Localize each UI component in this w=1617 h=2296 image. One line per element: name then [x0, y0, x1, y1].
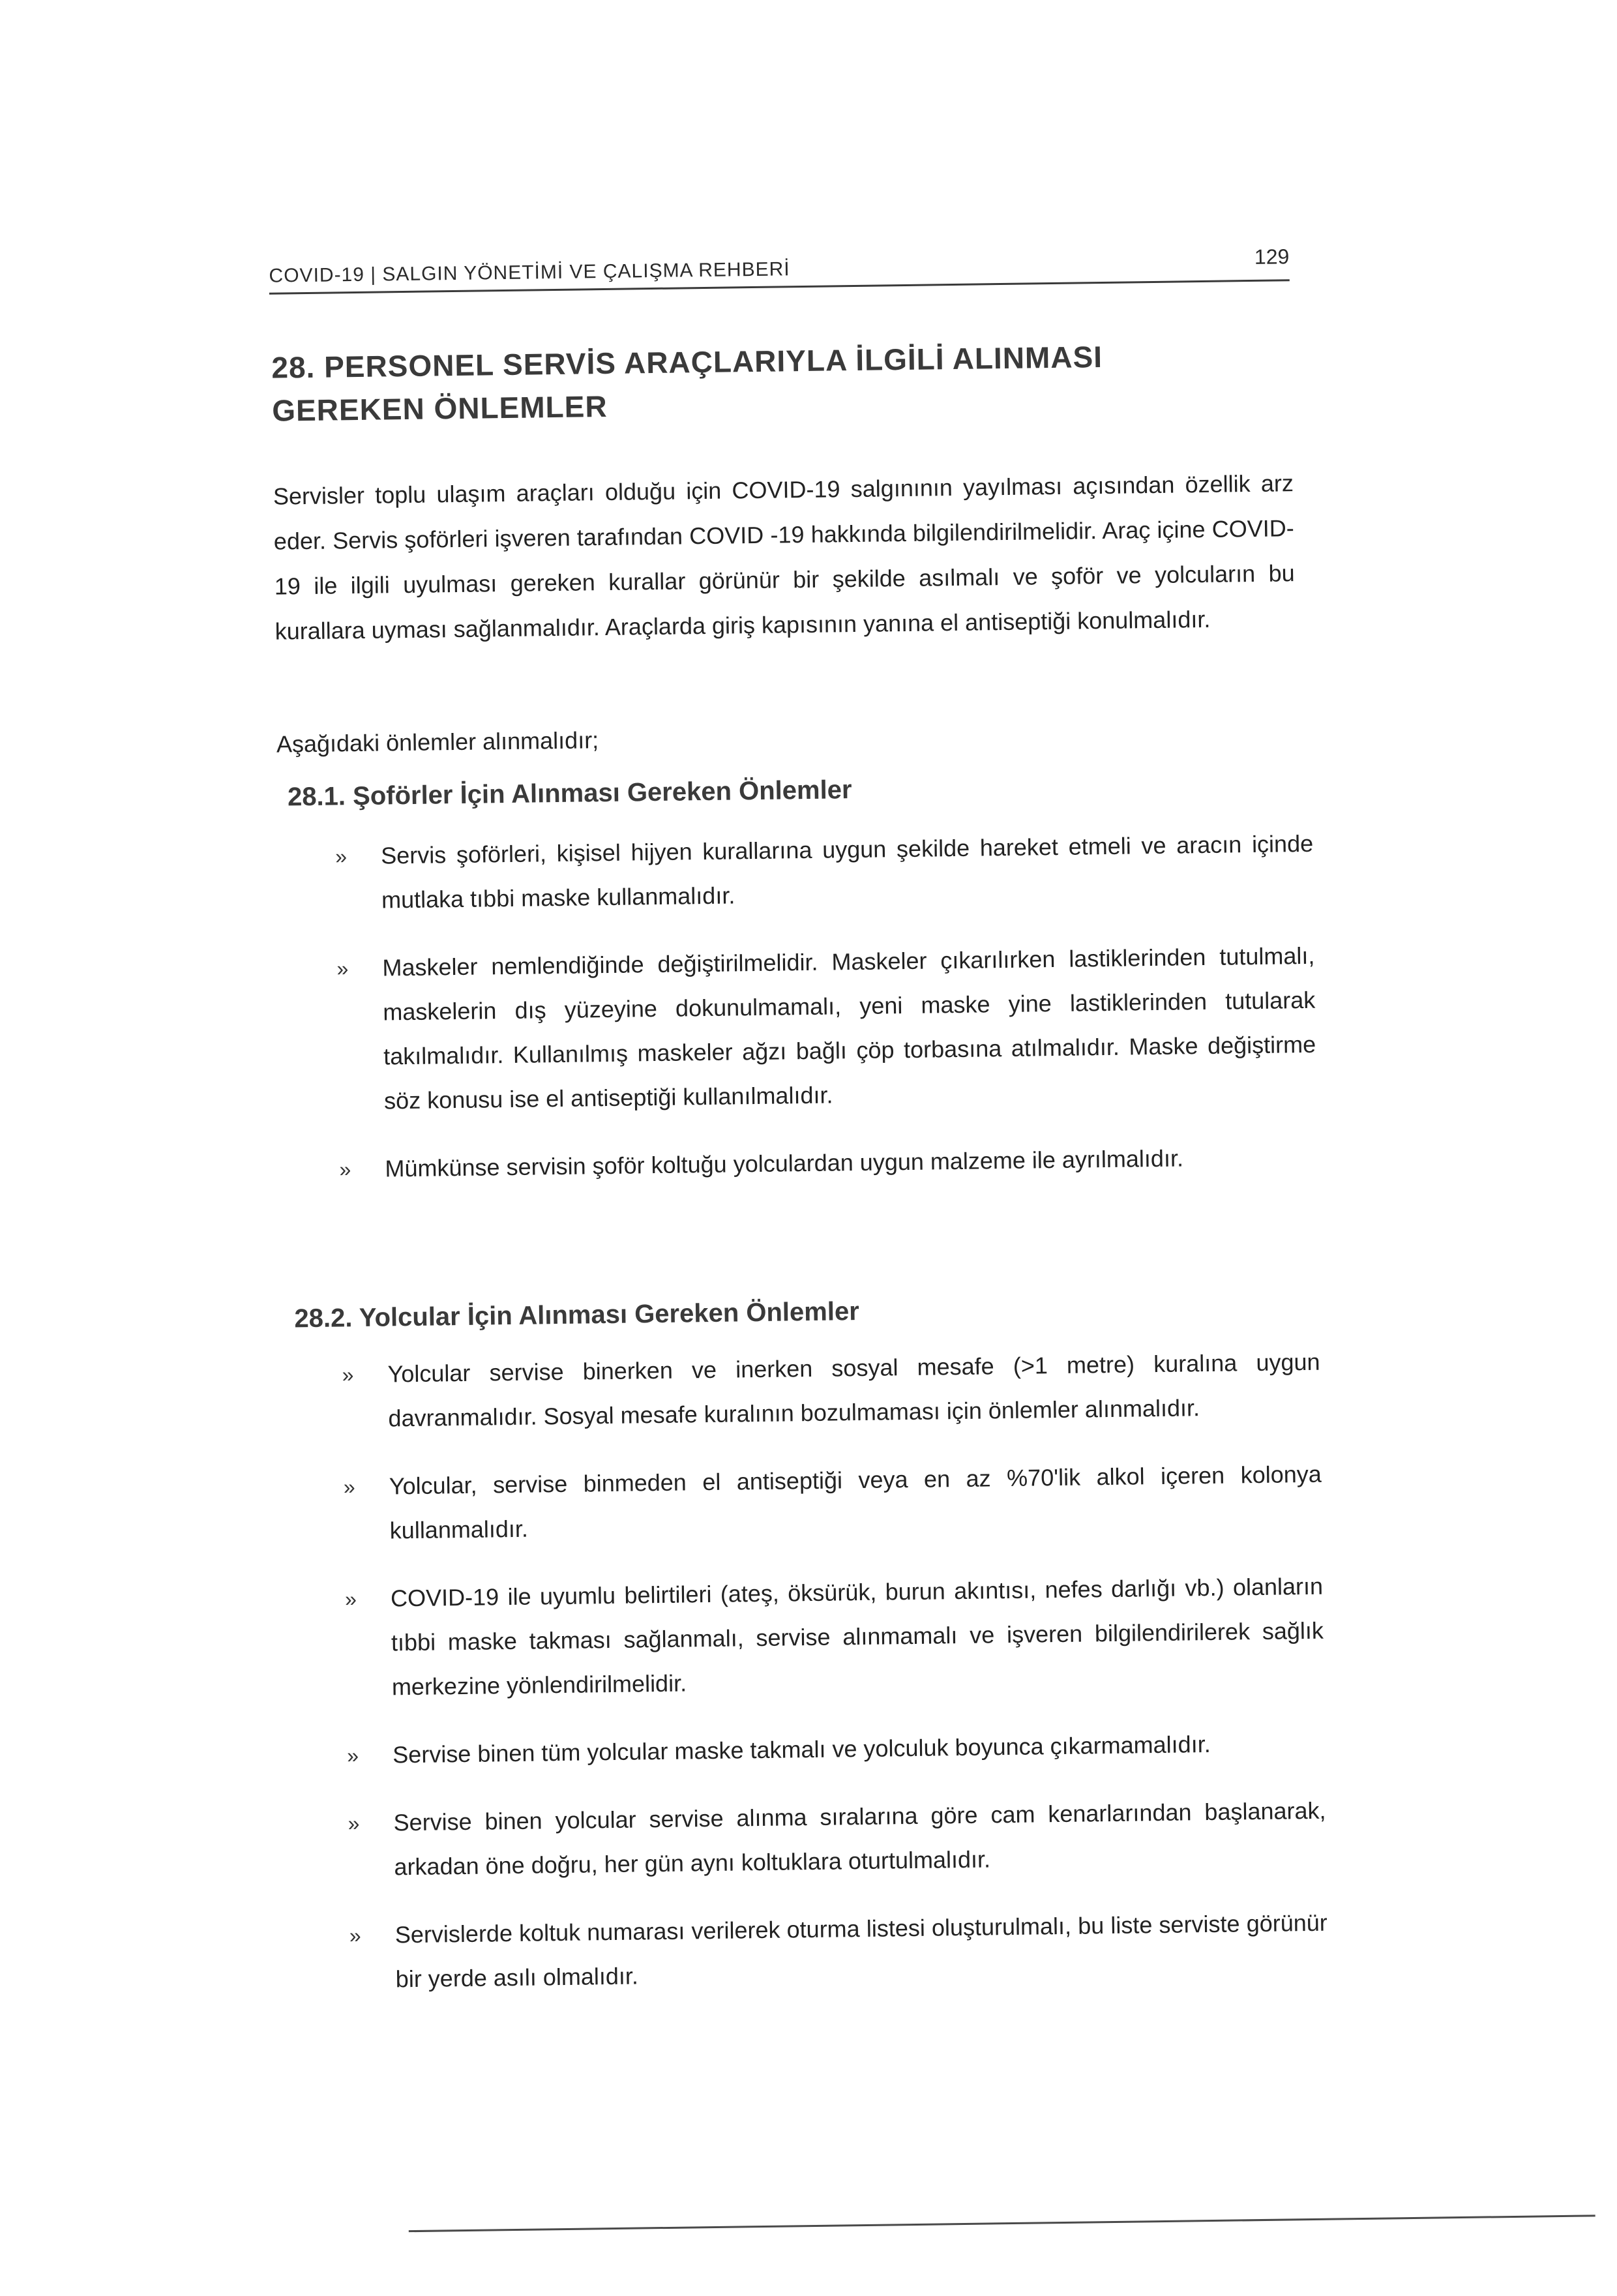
driver-measures-list [335, 822, 1318, 1215]
bullet-marker: » [344, 1587, 357, 1611]
section-title-passengers: 28.2. Yolcular İçin Alınması Gereken Önlemler [294, 1297, 860, 1334]
running-header [269, 240, 1290, 294]
list-item-text: Servislerde koltuk numarası verilerek oturma listesi oluşturulmalı, bu liste serviste görünür bir yerde asılı olmalıdır. [394, 1909, 1328, 1993]
bullet-marker: » [339, 1157, 351, 1182]
list-item [343, 1452, 1322, 1554]
list-item [339, 1135, 1318, 1192]
bullet-marker: » [336, 957, 349, 981]
passenger-measures-list [342, 1340, 1328, 2026]
list-item-text: COVID-19 ile uyumlu belirtileri (ateş, öksürük, burun akıntısı, nefes darlığı vb.) olanların tıbbi maske takması sağlanmalı, servise alınmamalı ve işveren bilgilendirilerek sağlık merkezine yönlendirilmelidir. [390, 1572, 1324, 1701]
list-item [336, 934, 1316, 1124]
header-title: COVID-19 | SALGIN YÖNETİMİ VE ÇALIŞMA REHBERİ [269, 258, 790, 287]
lead-paragraph: Aşağıdaki önlemler alınmalıdır; [276, 726, 599, 758]
list-item [342, 1340, 1321, 1442]
list-item-text: Yolcular servise binerken ve inerken sosyal mesafe (>1 metre) kuralına uygun davranmalıdır. Sosyal mesafe kuralının bozulmaması için önlemler alınmalıdır. [387, 1348, 1320, 1432]
list-item-text: Maskeler nemlendiğinde değiştirilmelidir. Maskeler çıkarılırken lastiklerinden tutulmalı, maskelerin dış yüzeyine dokunulmamalı, yeni maske yine lastiklerinden tutularak takılmalıdır. Kullanılmış maskeler ağzı bağlı çöp torbasına atılmalıdır. Maske değiştirme söz konusu ise el antiseptiği kullanılmalıdır. [382, 942, 1316, 1114]
bullet-marker: » [343, 1475, 355, 1499]
list-item [348, 1789, 1327, 1890]
page-number: 129 [1254, 245, 1290, 269]
list-item-text: Mümkünse servisin şoför koltuğu yolculardan uygun malzeme ile ayrılmalıdır. [385, 1144, 1184, 1182]
bullet-marker: » [334, 844, 348, 869]
intro-paragraph: Servisler toplu ulaşım araçları olduğu için COVID-19 salgınının yayılması açısından özellik arz eder. Servis şoförleri işveren tarafından COVID -19 hakkında bilgilendirilmelidir. Araç içine COVID-19 ile ilgili uyulması gereken kurallar görünür bir şekilde asılmalı ve şoför ve yolcuların bu kurallara uyması sağlanmalıdır. Araçlarda giriş kapısının yanına el antiseptiği konulmalıdır. [273, 470, 1295, 645]
list-item [349, 1901, 1328, 2003]
list-item [335, 822, 1314, 923]
list-item [345, 1564, 1325, 1710]
list-item-text: Servis şoförleri, kişisel hijyen kurallarına uygun şekilde hareket etmeli ve aracın içinde mutlaka tıbbi maske kullanmalıdır. [380, 829, 1314, 914]
list-item-text: Servise binen tüm yolcular maske takmalı ve yolculuk boyunca çıkarmamalıdır. [392, 1731, 1211, 1768]
bullet-marker: » [342, 1363, 354, 1387]
list-item-text: Yolcular, servise binmeden el antiseptiği veya en az %70'lik alkol içeren kolonya kullanmalıdır. [389, 1460, 1322, 1544]
bullet-marker: » [348, 1811, 360, 1836]
list-item-text: Servise binen yolcular servise alınma sıralarına göre cam kenarlarından başlanarak, arkadan öne doğru, her gün aynı koltuklara oturtulmalıdır. [393, 1797, 1326, 1881]
list-item [347, 1721, 1326, 1778]
section-title-drivers: 28.1. Şoförler İçin Alınması Gereken Önlemler [287, 775, 852, 812]
bullet-marker: » [349, 1924, 361, 1948]
bullet-marker: » [347, 1744, 359, 1768]
chapter-title: 28. PERSONEL SERVİS ARAÇLARIYLA İLGİLİ ALINMASI GEREKEN ÖNLEMLER [271, 339, 1103, 428]
footer-rule [409, 2214, 1595, 2232]
